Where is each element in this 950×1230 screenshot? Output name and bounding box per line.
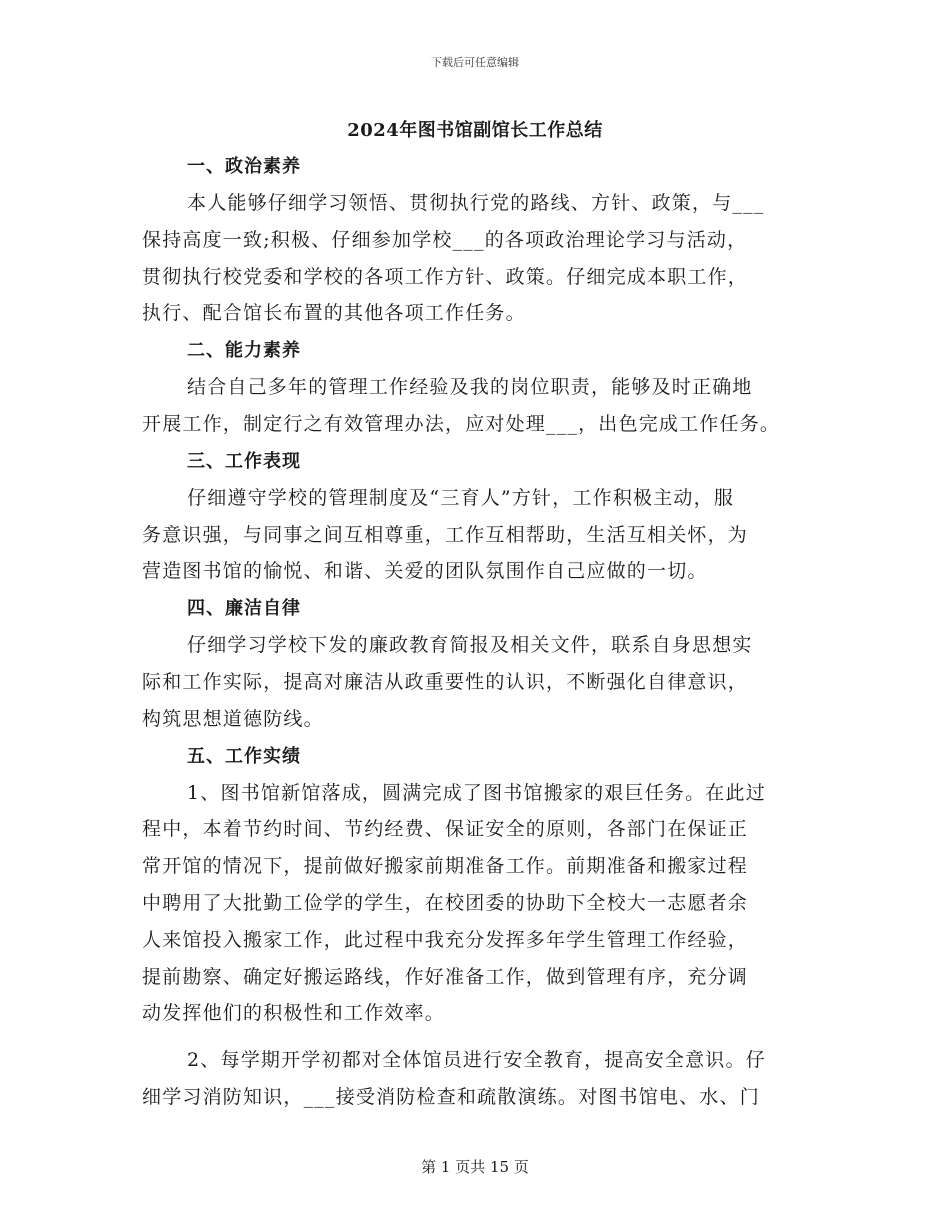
paragraph-line: 2、每学期开学初都对全体馆员进行安全教育，提高安全意识。仔 [187,1049,766,1072]
paragraph-line: 人来馆投入搬家工作，此过程中我充分发挥多年学生管理工作经验， [142,928,749,951]
paragraph-line: 营造图书馆的愉悦、和谐、关爱的团队氛围作自己应做的一切。 [142,560,708,583]
paragraph-gap [142,1032,817,1042]
document-title: 2024年图书馆副馆长工作总结 [347,120,603,141]
section-heading: 四、廉洁自律 [187,598,301,620]
paragraph-line: 细学习消防知识，___接受消防检查和疏散演练。对图书馆电、水、门 [142,1085,760,1108]
page-header: 下载后可任意编辑 [431,56,519,69]
paragraph-line: 开展工作，制定行之有效管理办法，应对处理___，出色完成工作任务。 [142,412,781,435]
page-footer: 第 1 页共 15 页 [421,1158,529,1176]
paragraph-line: 提前勘察、确定好搬运路线，作好准备工作，做到管理有序，充分调 [142,965,749,988]
paragraph-line: 执行、配合馆长布置的其他各项工作任务。 [142,302,526,325]
paragraph-line: 本人能够仔细学习领悟、贯彻执行党的路线、方针、政策，与___ [187,192,765,214]
paragraph-line: 贯彻执行校党委和学校的各项工作方针、政策。仔细完成本职工作， [142,265,749,288]
paragraph-line: 际和工作实际，提高对廉洁从政重要性的认识，不断强化自律意识， [142,670,749,693]
section-heading: 五、工作实绩 [187,745,301,767]
paragraph-line: 构筑思想道德防线。 [142,707,324,730]
section-heading: 二、能力素养 [187,340,301,362]
paragraph-line: 动发挥他们的积极性和工作效率。 [142,1002,446,1025]
section-heading: 一、政治素养 [187,156,301,177]
paragraph-line: 仔细遵守学校的管理制度及“三育人”方针，工作积极主动，服 [187,486,735,509]
paragraph-line: 程中，本着节约时间、节约经费、保证安全的原则，各部门在保证正 [142,818,749,841]
paragraph-line: 结合自己多年的管理工作经验及我的岗位职责，能够及时正确地 [187,376,753,399]
section-heading: 三、工作表现 [187,450,301,472]
paragraph-line: 务意识强，与同事之间互相尊重，工作互相帮助，生活互相关怀，为 [142,523,749,546]
paragraph-line: 仔细学习学校下发的廉政教育简报及相关文件，联系自身思想实 [187,634,753,657]
paragraph-line: 中聘用了大批勤工俭学的学生，在校团委的协助下全校大一志愿者余 [142,891,749,914]
paragraph-line: 保持高度一致;积极、仔细参加学校___的各项政治理论学习与活动， [142,228,748,251]
document-body [142,148,817,1116]
paragraph-line: 常开馆的情况下，提前做好搬家前期准备工作。前期准备和搬家过程 [142,855,749,878]
paragraph-line: 1、图书馆新馆落成，圆满完成了图书馆搬家的艰巨任务。在此过 [187,781,766,804]
